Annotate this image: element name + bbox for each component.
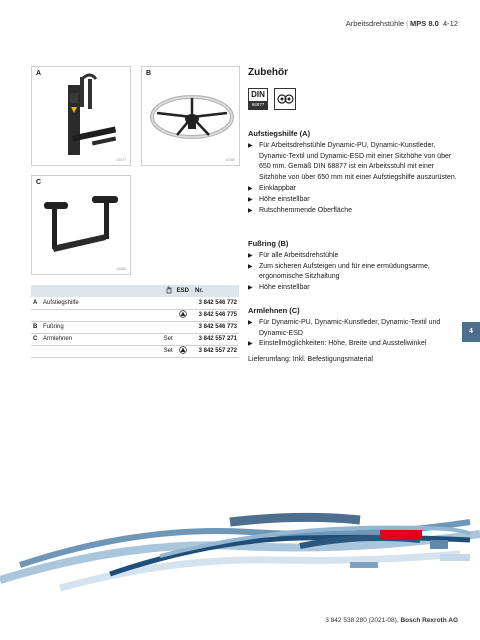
bullet-list: [248, 318, 460, 350]
armrests-illustration: [40, 190, 126, 260]
list-item: ▶ Höhe einstellbar: [248, 195, 460, 206]
image-code: 10477: [116, 158, 126, 162]
scope-of-delivery: [248, 355, 460, 366]
table-row: 3 842 546 775: [31, 309, 239, 321]
hand-icon: [165, 286, 173, 294]
stepup-aid-illustration: [46, 71, 126, 161]
image-c-armrests: [31, 175, 131, 275]
section-heading: Fußring (B): [248, 239, 289, 248]
page-footer: [325, 617, 458, 624]
bullet-list: [248, 251, 460, 294]
bullet-list: [248, 141, 460, 217]
page-header: Arbeitsdrehstühle | MPS 8.0 4-12: [345, 19, 458, 28]
scope-text: Lieferumfang: Inkl. Befestigungsmaterial: [248, 356, 373, 363]
table-row: B Fußring 3 842 546 773: [31, 321, 239, 333]
list-item: ▶ Einklappbar: [248, 184, 460, 195]
section-heading: Armlehnen (C): [248, 306, 300, 315]
image-label: B: [146, 70, 152, 77]
list-item: ▶ Für Arbeitsdrehstühle Dynamic-PU, Dynamic-Kunstleder, Dynamic-Textil und Dynamic-ESD mit einer Sitzhöhe von über 650 mm. Gemäß DIN 68877 ist ein Arbeitsstuhl mit einer Sitzhöhe von über 650 mm mit einer Aufstiegshilfe auszurüsten.: [248, 141, 460, 184]
esd-icon: [179, 310, 187, 318]
section-heading: Aufstiegshilfe (A): [248, 129, 311, 138]
din-icon: DIN 68877: [248, 88, 268, 110]
foot-ring-illustration: [147, 79, 237, 159]
page-title: Zubehör: [248, 67, 288, 78]
esd-column-header: ESD: [175, 285, 191, 297]
document-number: 3 842 538 280 (2021-08),: [325, 617, 399, 624]
list-item: ▶ Für Dynamic-PU, Dynamic-Kunstleder, Dynamic-Textil und Dynamic-ESD: [248, 318, 460, 340]
esd-icon: [274, 88, 296, 110]
table-header-row: [31, 285, 239, 297]
image-a-stepup-aid: [31, 66, 131, 166]
section-stepup-aid: [248, 129, 460, 216]
table-row: C Armlehnen Set 3 842 557 271: [31, 333, 239, 345]
parts-table: [31, 285, 239, 358]
section-foot-ring: [248, 239, 460, 294]
nr-column-header: Nr.: [191, 285, 239, 297]
section-armrests: [248, 306, 460, 350]
decorative-wave-graphic: [0, 470, 480, 600]
page-number: 4-12: [442, 19, 458, 28]
section-title: Arbeitsdrehstühle: [345, 19, 405, 28]
image-label: C: [36, 179, 42, 186]
table-row: A Aufstiegshilfe 3 842 546 772: [31, 297, 239, 309]
esd-icon: [179, 346, 187, 354]
list-item: ▶ Einstellmöglichkeiten: Höhe, Breite und Ausstellwinkel: [248, 339, 460, 350]
image-code: 10385: [225, 158, 235, 162]
list-item: ▶ Für alle Arbeitsdrehstühle: [248, 251, 460, 262]
image-b-foot-ring: [141, 66, 240, 166]
image-code: 10386: [116, 267, 126, 271]
image-label: A: [36, 70, 42, 77]
brand-name: Bosch Rexroth AG: [400, 617, 458, 624]
table-row: Set 3 842 557 272: [31, 345, 239, 357]
product-name: MPS 8.0: [410, 19, 439, 28]
list-item: ▶ Höhe einstellbar: [248, 283, 460, 294]
chapter-tab[interactable]: 4: [462, 322, 480, 342]
list-item: ▶ Zum sicheren Aufsteigen und für eine ermüdungsarme, ergonomische Sitzhaltung: [248, 262, 460, 284]
red-accent-bar: [380, 530, 422, 540]
list-item: ▶ Rutschhemmende Oberfläche: [248, 206, 460, 217]
title-block: [248, 68, 460, 79]
